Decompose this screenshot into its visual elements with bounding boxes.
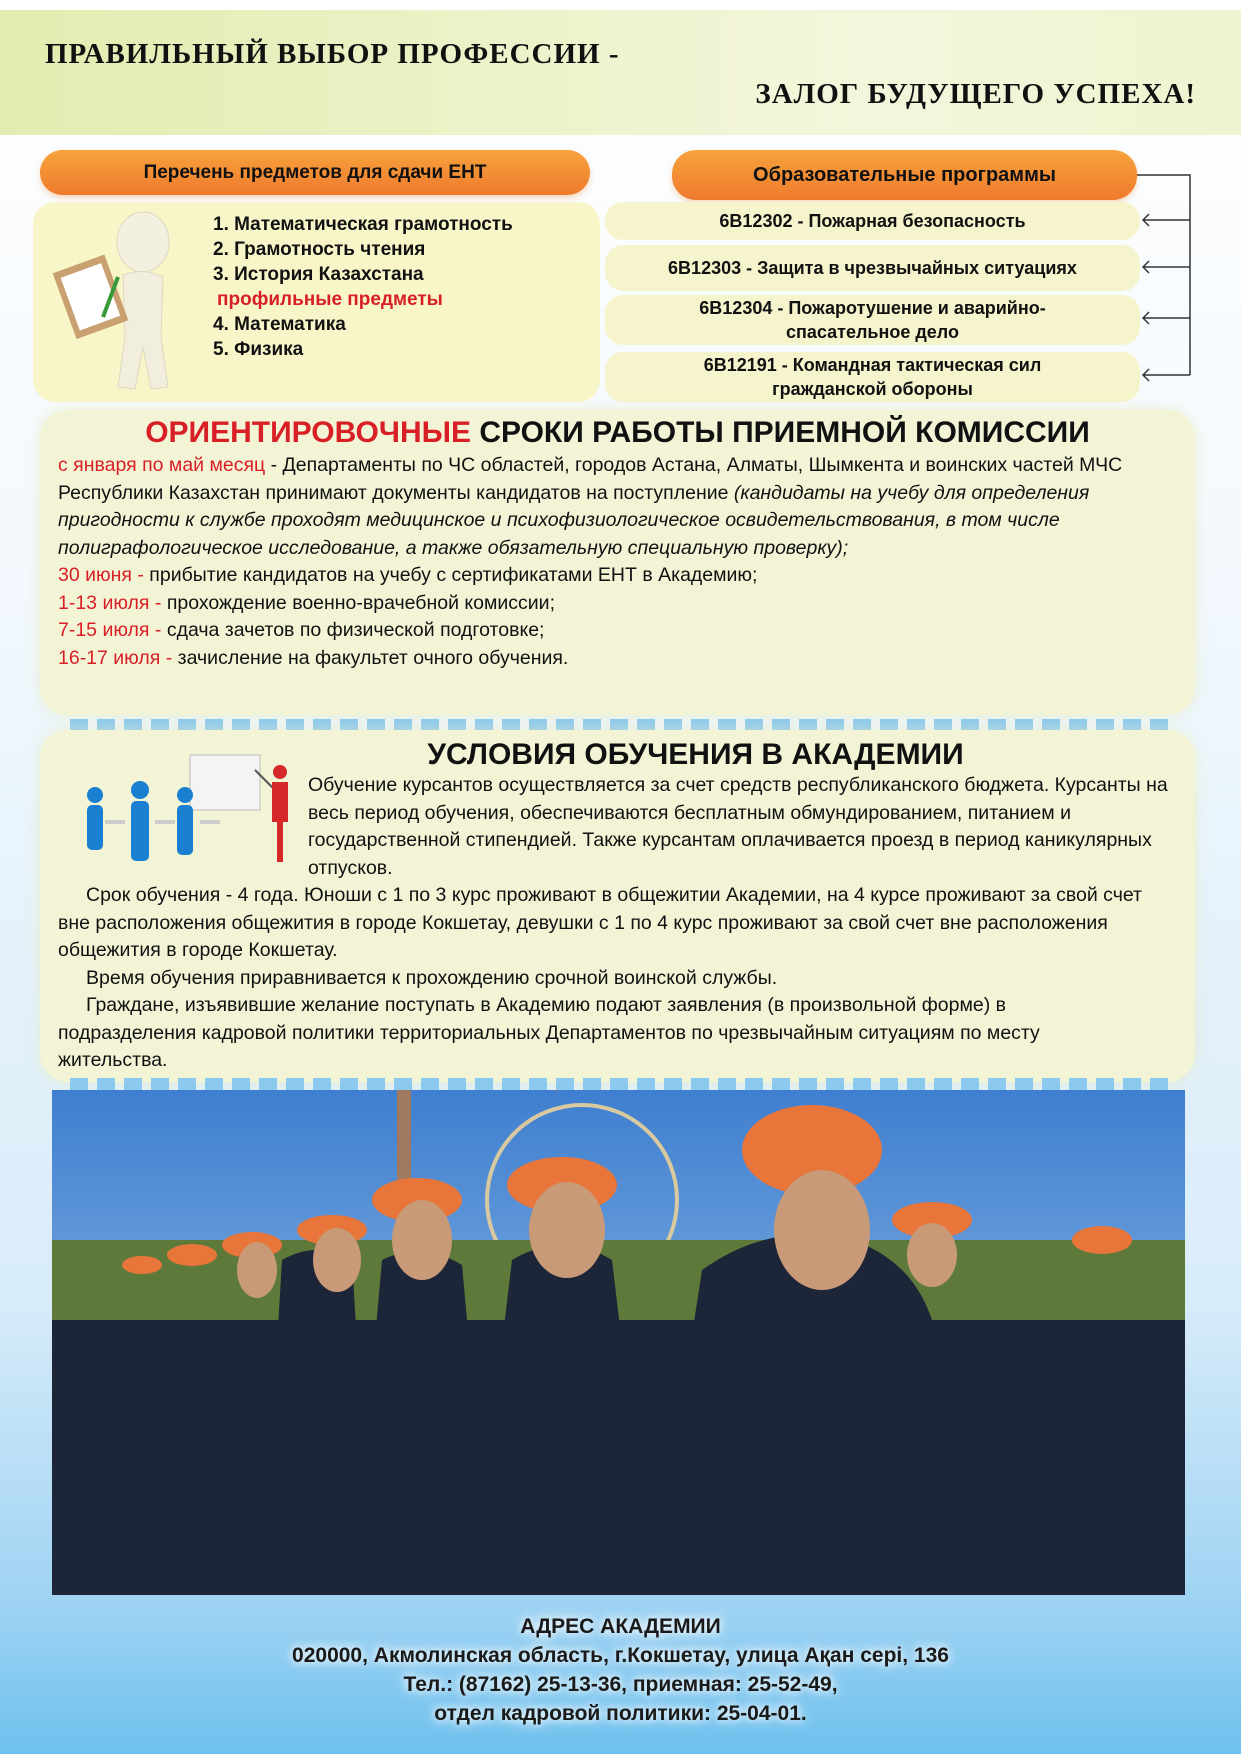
subject-item: 4. Математика xyxy=(213,314,346,335)
item-date: 30 июня - xyxy=(58,564,150,586)
address-heading: АДРЕС АКАДЕМИИ xyxy=(520,1615,721,1638)
conditions-paragraph-3: Время обучения приравнивается к прохождению срочной воинской службы. xyxy=(86,966,778,989)
subject-item: 3. История Казахстана xyxy=(213,264,424,285)
conditions-paragraph-4: Граждане, изъявившие желание поступать в Академию подают заявления (в произвольной форме) в подразделения кадровой политики территориальных Департаментов по чрезвычайным ситуациям по месту жительства. xyxy=(58,994,1040,1071)
hr-phone-line: отдел кадровой политики: 25-04-01. xyxy=(434,1702,807,1725)
item-text: сдача зачетов по физической подготовке; xyxy=(166,619,545,641)
phones-line: Тел.: (87162) 25-13-36, приемная: 25-52-49, xyxy=(403,1673,838,1696)
program-item: 6В12304 - Пожаротушение и аварийно-спасательное дело xyxy=(605,295,1140,345)
subjects-heading: Перечень предметов для сдачи ЕНТ xyxy=(40,150,590,195)
programs-heading: Образовательные программы xyxy=(672,150,1137,200)
title-line-2: ЗАЛОГ БУДУЩЕГО УСПЕХА! xyxy=(755,78,1196,110)
conditions-paragraph-1: Обучение курсантов осуществляется за счет средств республиканского бюджета. Курсанты на весь период обучения, обеспечиваются бесплатным обмундированием, питанием и государственной стипендией. Также курсантам оплачивается проезд в период каникулярных отпусков. xyxy=(308,774,1168,879)
schedule-item xyxy=(58,590,1177,618)
schedule-item xyxy=(58,645,1177,673)
schedule-item xyxy=(58,562,1177,590)
title-line-1: ПРАВИЛЬНЫЙ ВЫБОР ПРОФЕССИИ - xyxy=(45,38,620,70)
schedule-intro xyxy=(58,452,1177,562)
subjects-panel xyxy=(33,202,600,402)
item-text: зачисление на факультет очного обучения. xyxy=(177,646,569,669)
item-date: 7-15 июля - xyxy=(58,619,167,641)
admission-schedule-section xyxy=(40,410,1195,715)
heading-rest: СРОКИ РАБОТЫ ПРИЕМНОЙ КОМИССИИ xyxy=(470,416,1090,449)
item-date: 1-13 июля - xyxy=(58,591,167,614)
programs-bracket-arrows xyxy=(1135,170,1195,390)
profile-subjects-label: профильные предметы xyxy=(217,289,443,310)
item-text: прохождение военно-врачебной комиссии; xyxy=(166,591,555,614)
heading-red-part: ОРИЕНТИРОВОЧНЫЕ xyxy=(145,416,471,449)
academy-address-footer xyxy=(0,1612,1241,1728)
item-text: прибытие кандидатов на учебу с сертификатами ЕНТ в Академию; xyxy=(149,564,758,586)
subject-item: 2. Грамотность чтения xyxy=(213,239,426,260)
conditions-heading: УСЛОВИЯ ОБУЧЕНИЯ В АКАДЕМИИ xyxy=(427,738,964,771)
intro-date: с января по май месяц xyxy=(58,454,266,476)
figure-with-clipboard-illustration xyxy=(43,207,203,397)
subject-item: 5. Физика xyxy=(213,339,304,360)
conditions-paragraph-2: Срок обучения - 4 года. Юноши с 1 по 3 курс проживают в общежитии Академии, на 4 курсе проживают за свой счет вне расположения общежития в городе Кокшетау, девушки с 1 по 4 курс проживают за свой счет вне расположения общежития в городе Кокшетау. xyxy=(58,884,1142,961)
classroom-illustration xyxy=(70,750,300,880)
program-item: 6В12303 - Защита в чрезвычайных ситуациях xyxy=(605,245,1140,291)
schedule-item xyxy=(58,617,1177,645)
intro-text: - Департаменты по ЧС областей, городов Астана, Алматы, Шымкента и воинских частей МЧС Республики Казахстан принимают документы кандидатов на поступление xyxy=(58,454,1123,504)
study-conditions-section xyxy=(40,730,1195,1082)
intro-note: (кандидаты на учебу для определения пригодности к службе проходят медицинское и психофизиологическое освидетельствования, в том числе полиграфологическое исследование, а также обязательную специальную проверку); xyxy=(58,481,1090,559)
address-line: 020000, Акмолинская область, г.Кокшетау, улица Ақан сері, 136 xyxy=(292,1644,949,1667)
header-banner xyxy=(0,10,1241,135)
cadets-photo xyxy=(52,1090,1185,1595)
item-date: 16-17 июля - xyxy=(58,646,178,669)
schedule-heading xyxy=(58,416,1177,450)
subject-item: 1. Математическая грамотность xyxy=(213,214,513,235)
program-item: 6В12191 - Командная тактическая сил гражданской обороны xyxy=(605,352,1140,402)
program-item: 6В12302 - Пожарная безопасность xyxy=(605,202,1140,240)
